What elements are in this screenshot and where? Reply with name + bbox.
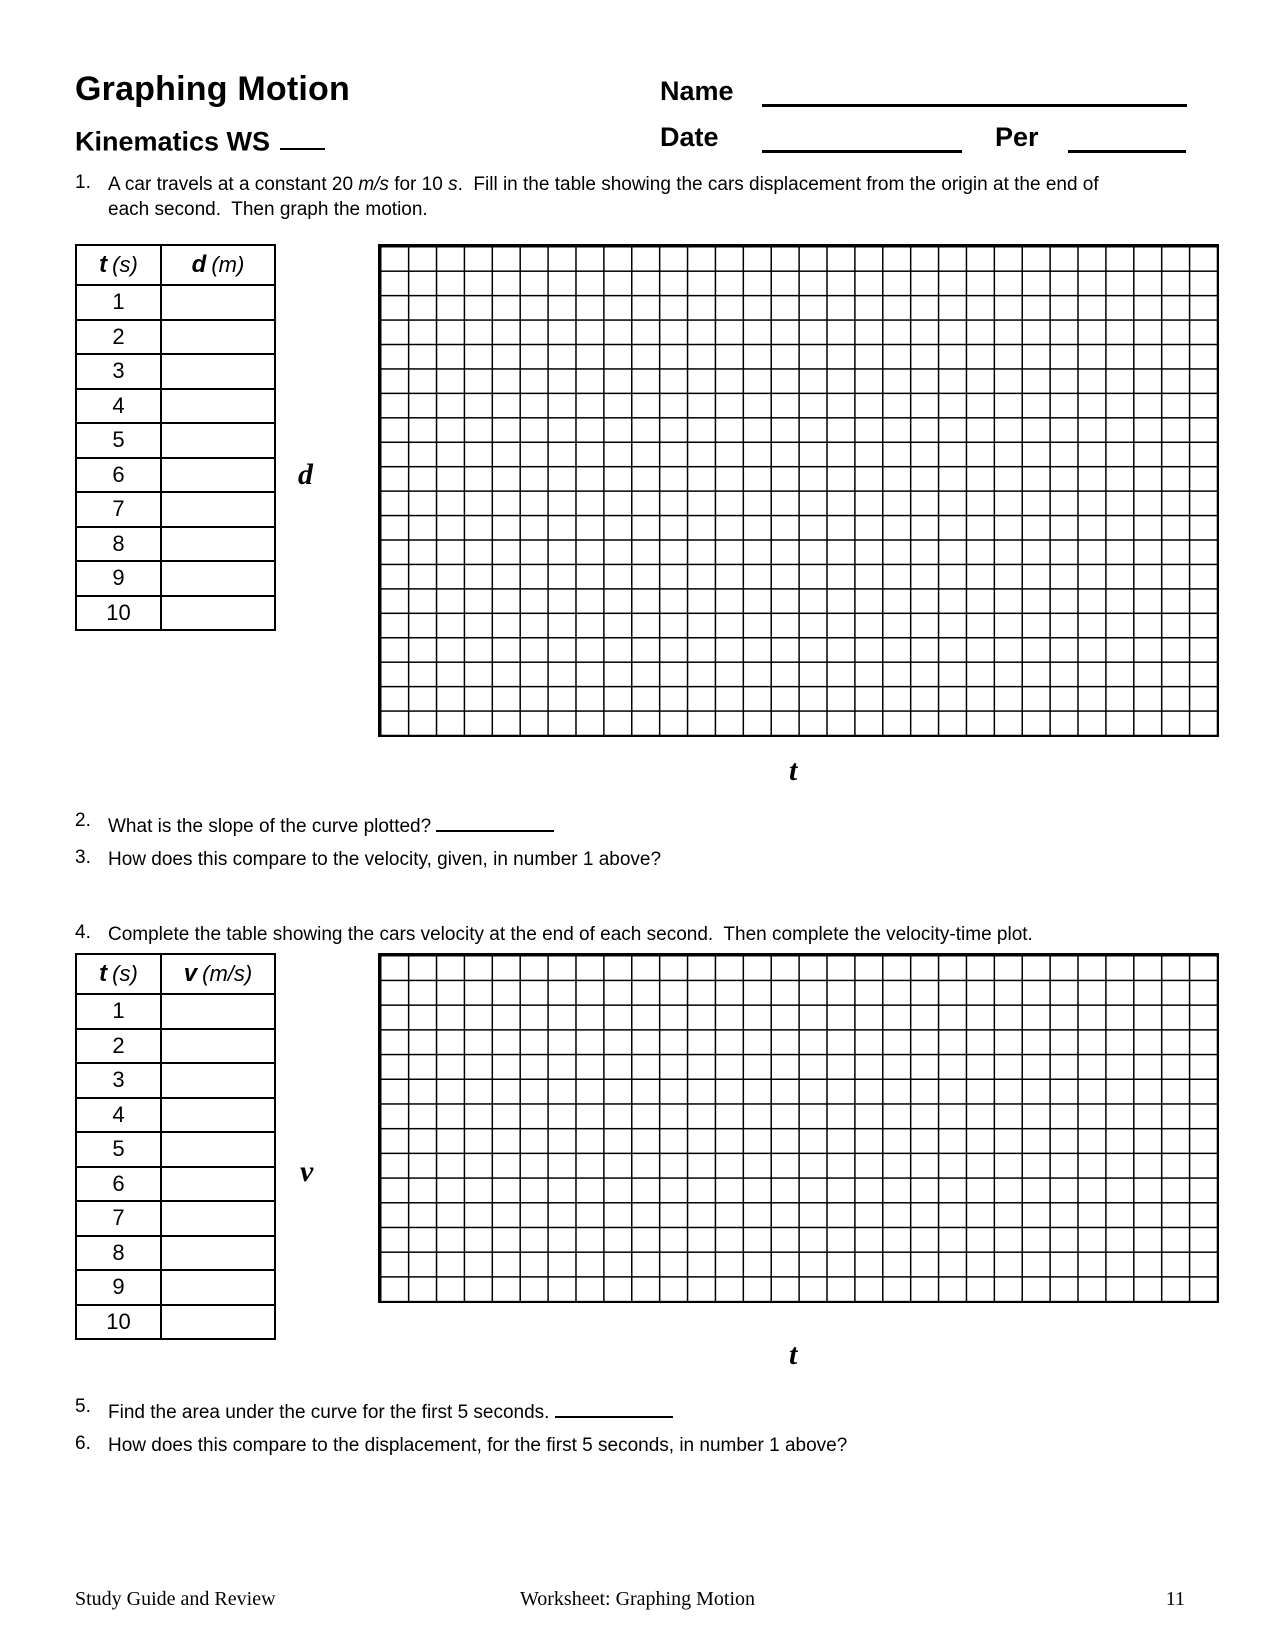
- q1-part3: . Fill in the table showing the cars displacement from the origin at the end of: [457, 174, 1099, 195]
- table1-header-t: [77, 246, 162, 284]
- question-4: [75, 922, 1190, 947]
- graph-grid-2: [378, 953, 1219, 1303]
- x-axis-label-t-2: t: [789, 1338, 798, 1371]
- fill-in-value-cell: [162, 1202, 274, 1235]
- time-value-cell: 10: [77, 597, 162, 630]
- t-symbol: t: [99, 251, 108, 278]
- fill-in-value-cell: [162, 995, 274, 1028]
- table-row: [77, 1235, 274, 1270]
- time-value-cell: 2: [77, 321, 162, 354]
- table2-body: [77, 995, 274, 1338]
- question-2: [75, 810, 554, 839]
- time-value-cell: 2: [77, 1030, 162, 1063]
- q2-text: [108, 810, 554, 839]
- fill-in-value-cell: [162, 1099, 274, 1132]
- footer-page-number: 11: [1165, 1588, 1185, 1610]
- table-row: [77, 319, 274, 354]
- date-label: Date: [660, 122, 719, 152]
- table-row: [77, 1097, 274, 1132]
- table1-header-d: [162, 246, 274, 284]
- fill-in-value-cell: [162, 390, 274, 423]
- time-value-cell: 5: [77, 1133, 162, 1166]
- t-symbol: t: [99, 960, 108, 987]
- worksheet-subtitle: [75, 120, 325, 157]
- time-value-cell: 1: [77, 995, 162, 1028]
- fill-in-value-cell: [162, 459, 274, 492]
- time-value-cell: 9: [77, 562, 162, 595]
- q5-number: 5.: [75, 1396, 91, 1417]
- q4-number: 4.: [75, 922, 91, 943]
- footer-center: Worksheet: Graphing Motion: [519, 1588, 756, 1610]
- date-blank-line: [762, 150, 962, 153]
- q1-text: [108, 172, 1099, 222]
- q3-number: 3.: [75, 847, 91, 868]
- graph-grid-1: [378, 244, 1219, 737]
- time-value-cell: 5: [77, 424, 162, 457]
- footer-left: Study Guide and Review: [75, 1588, 276, 1610]
- table-row: [77, 1269, 274, 1304]
- table1-header-row: [77, 246, 274, 286]
- table2-header-v: [162, 955, 274, 993]
- q1-part1: A car travels at a constant 20: [108, 174, 359, 195]
- q6-text: How does this compare to the displacement, for the first 5 seconds, in number 1 above?: [108, 1435, 848, 1456]
- question-6: [75, 1433, 1190, 1458]
- q1-part2: for 10: [388, 174, 449, 195]
- q2-answer-blank: [436, 810, 554, 832]
- q1-units-s: s: [448, 174, 458, 195]
- fill-in-value-cell: [162, 1271, 274, 1304]
- fill-in-value-cell: [162, 1133, 274, 1166]
- per-label: Per: [995, 122, 1039, 152]
- fill-in-value-cell: [162, 286, 274, 319]
- t-unit: (s): [112, 961, 138, 986]
- q6-number: 6.: [75, 1433, 91, 1454]
- data-table-1: [75, 244, 276, 631]
- name-label: Name: [660, 76, 734, 106]
- t-unit: (s): [112, 252, 138, 277]
- table-row: [77, 457, 274, 492]
- table-row: [77, 1166, 274, 1201]
- per-blank-line: [1068, 150, 1186, 153]
- v-symbol: v: [183, 960, 198, 987]
- table-row: [77, 1304, 274, 1339]
- page-title: Graphing Motion: [75, 70, 350, 108]
- fill-in-value-cell: [162, 1237, 274, 1270]
- time-value-cell: 1: [77, 286, 162, 319]
- table2-header-row: [77, 955, 274, 995]
- q2-number: 2.: [75, 810, 91, 831]
- time-value-cell: 8: [77, 1237, 162, 1270]
- table-row: [77, 491, 274, 526]
- data-table-2: [75, 953, 276, 1340]
- table-row: [77, 1028, 274, 1063]
- table-row: [77, 1131, 274, 1166]
- y-axis-label-d: d: [298, 458, 313, 491]
- y-axis-label-v: v: [300, 1155, 314, 1188]
- fill-in-value-cell: [162, 562, 274, 595]
- table-row: [77, 1062, 274, 1097]
- time-value-cell: 9: [77, 1271, 162, 1304]
- q5-answer-blank: [555, 1396, 673, 1418]
- d-unit: (m): [211, 252, 245, 277]
- time-value-cell: 8: [77, 528, 162, 561]
- fill-in-value-cell: [162, 355, 274, 388]
- table-row: [77, 526, 274, 561]
- name-blank-line: [762, 104, 1187, 107]
- q4-text: Complete the table showing the cars velocity at the end of each second. Then complete the velocity-time plot.: [108, 924, 1033, 945]
- question-1: [75, 172, 1190, 222]
- q5-text: [108, 1396, 673, 1425]
- x-axis-label-t-1: t: [789, 754, 798, 787]
- fill-in-value-cell: [162, 597, 274, 630]
- fill-in-value-cell: [162, 1064, 274, 1097]
- q1-line2: each second. Then graph the motion.: [108, 199, 428, 220]
- fill-in-value-cell: [162, 1306, 274, 1339]
- q1-number: 1.: [75, 172, 91, 193]
- table2-header-t: [77, 955, 162, 993]
- q5-text-body: Find the area under the curve for the first 5 seconds.: [108, 1401, 555, 1423]
- fill-in-value-cell: [162, 424, 274, 457]
- fill-in-value-cell: [162, 1030, 274, 1063]
- q2-text-body: What is the slope of the curve plotted?: [108, 815, 437, 837]
- time-value-cell: 3: [77, 1064, 162, 1097]
- time-value-cell: 4: [77, 1099, 162, 1132]
- table-row: [77, 560, 274, 595]
- q3-text: How does this compare to the velocity, given, in number 1 above?: [108, 849, 662, 870]
- v-unit: (m/s): [202, 961, 253, 986]
- time-value-cell: 6: [77, 459, 162, 492]
- time-value-cell: 7: [77, 493, 162, 526]
- time-value-cell: 7: [77, 1202, 162, 1235]
- time-value-cell: 4: [77, 390, 162, 423]
- question-3: [75, 847, 661, 872]
- d-symbol: d: [191, 251, 207, 278]
- fill-in-value-cell: [162, 1168, 274, 1201]
- table-row: [77, 995, 274, 1028]
- q1-units-ms: m/s: [358, 174, 389, 195]
- time-value-cell: 6: [77, 1168, 162, 1201]
- table1-body: [77, 286, 274, 629]
- time-value-cell: 3: [77, 355, 162, 388]
- table-row: [77, 353, 274, 388]
- fill-in-value-cell: [162, 493, 274, 526]
- question-5: [75, 1396, 673, 1425]
- table-row: [77, 388, 274, 423]
- subtitle-text: Kinematics WS: [75, 126, 271, 157]
- table-row: [77, 422, 274, 457]
- time-value-cell: 10: [77, 1306, 162, 1339]
- ws-number-blank: [280, 120, 325, 150]
- fill-in-value-cell: [162, 321, 274, 354]
- table-row: [77, 286, 274, 319]
- fill-in-value-cell: [162, 528, 274, 561]
- table-row: [77, 1200, 274, 1235]
- table-row: [77, 595, 274, 630]
